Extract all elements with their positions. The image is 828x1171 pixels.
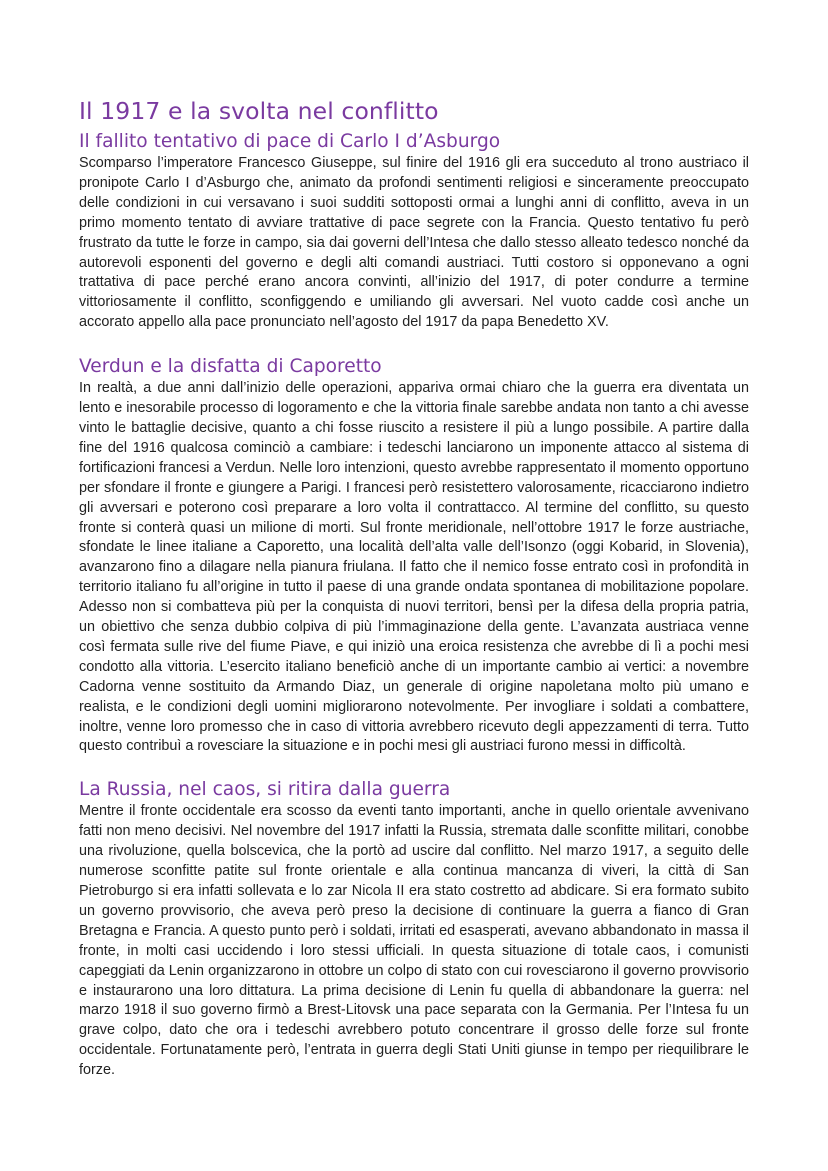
section-paragraph-caporetto: In realtà, a due anni dall’inizio delle operazioni, appariva ormai chiaro che la guerra era diventata un lento e inesorabile processo di logoramento e che la vittoria finale sarebbe andata non tanto a chi avesse vinto le battaglie decisive, quanto a chi fosse riuscito a resistere il più a lungo possibile. A partire dalla fine del 1916 qualcosa cominciò a cambiare: i tedeschi lanciarono un imponente attacco al sistema di fortificazioni francesi a Verdun. Nelle loro intenzioni, questo avrebbe rappresentato il momento opportuno per sfondare il fronte e giungere a Parigi. I francesi però resistettero valorosamente, ricacciarono indietro gli avversari e poterono così preparare a loro volta il contrattacco. Al termine del conflitto, su questo fronte si conterà quasi un milione di morti. Sul fronte meridionale, nell’ottobre 1917 le forze austriache, sfondate le linee italiane a Caporetto, una località dell’alta valle dell’Isonzo (oggi Kobarid, in Slovenia), avanzarono fino a dilagare nella pianura friulana. Il fatto che il nemico fosse entrato così in profondità in territorio italiano fu all’origine in tutto il paese di una grande ondata spontanea di mobilitazione popolare. Adesso non si combatteva più per la conquista di nuovi territori, bensì per la difesa della propria patria, un obiettivo che senza dubbio colpiva di più l’immaginazione della gente. L’avanzata austriaca venne così fermata sulle rive del fiume Piave, e qui iniziò una eroica resistenza che avrebbe di lì a pochi mesi condotto alla vittoria. L’esercito italiano beneficiò anche di un importante cambio ai vertici: a novembre Cadorna venne sostituito da Armando Diaz, un generale di origine napoletana molto più umano e realista, e le condizioni degli uomini migliorarono notevolmente. Per invogliare i soldati a combattere, inoltre, venne loro promesso che in caso di vittoria avrebbero ricevuto degli appezzamenti di terra. Tutto questo contribuì a rovesciare la situazione e in pochi mesi gli austriaci furono messi in difficoltà. [79, 380, 749, 755]
section-heading-russia: La Russia, nel caos, si ritira dalla guerra [79, 779, 451, 801]
page-title: Il 1917 e la svolta nel conflitto [79, 97, 439, 125]
document-page [79, 96, 749, 1081]
section-heading-carlo: Il fallito tentativo di pace di Carlo I d’Asburgo [79, 131, 501, 152]
section-paragraph-russia: Mentre il fronte occidentale era scosso da eventi tanto importanti, anche in quello orientale avvenivano fatti non meno decisivi. Nel novembre del 1917 infatti la Russia, stremata dalle sconfitte militari, conobbe una rivoluzione, quella bolscevica, che la portò ad uscire dal conflitto. Nel marzo 1917, a seguito delle numerose sconfitte patite sul fronte orientale e alla continua mancanza di viveri, la città di San Pietroburgo si era infatti sollevata e lo zar Nicola II era stato costretto ad abdicare. Si era formato subito un governo provvisorio, che aveva però preso la decisione di continuare la guerra a fianco di Gran Bretagna e Francia. A questo punto però i soldati, irritati ed esasperati, avevano abbandonato in massa il fronte, in molti casi uccidendo i loro stessi ufficiali. In questa situazione di totale caos, i comunisti capeggiati da Lenin organizzarono in ottobre un colpo di stato con cui rovesciarono il governo provvisorio e instaurarono una loro dittatura. La prima decisione di Lenin fu quella di abbandonare la guerra: nel marzo 1918 il suo governo firmò a Brest-Litovsk una pace separata con la Germania. Per l’Intesa fu un grave colpo, dato che ora i tedeschi avrebbero potuto concentrare il grosso delle forze sul fronte occidentale. Fortunatamente però, l’entrata in guerra degli Stati Uniti giunse in tempo per riequilibrare le forze. [79, 803, 749, 1079]
section-paragraph-carlo: Scomparso l’imperatore Francesco Giuseppe, sul finire del 1916 gli era succeduto al trono austriaco il pronipote Carlo I d’Asburgo che, animato da profondi sentimenti religiosi e sinceramente preoccupato delle condizioni in cui versavano i suoi sudditi sottoposti ormai a lunghi anni di conflitto, aveva in un primo momento tentato di avviare trattative di pace segrete con la Francia. Questo tentativo fu però frustrato da tutte le forze in campo, sia dai governi dell’Intesa che dallo stesso alleato tedesco nonché da autorevoli esponenti del governo e degli alti comandi austriaci. Tutti costoro si opponevano a ogni trattativa di pace perché erano ancora convinti, all’inizio del 1917, di poter condurre a termine vittoriosamente il conflitto, sconfiggendo e umiliando gli avversari. Nel vuoto cadde così anche un accorato appello alla pace pronunciato nell’agosto del 1917 da papa Benedetto XV. [79, 155, 749, 331]
section-heading-caporetto: Verdun e la disfatta di Caporetto [79, 356, 382, 378]
